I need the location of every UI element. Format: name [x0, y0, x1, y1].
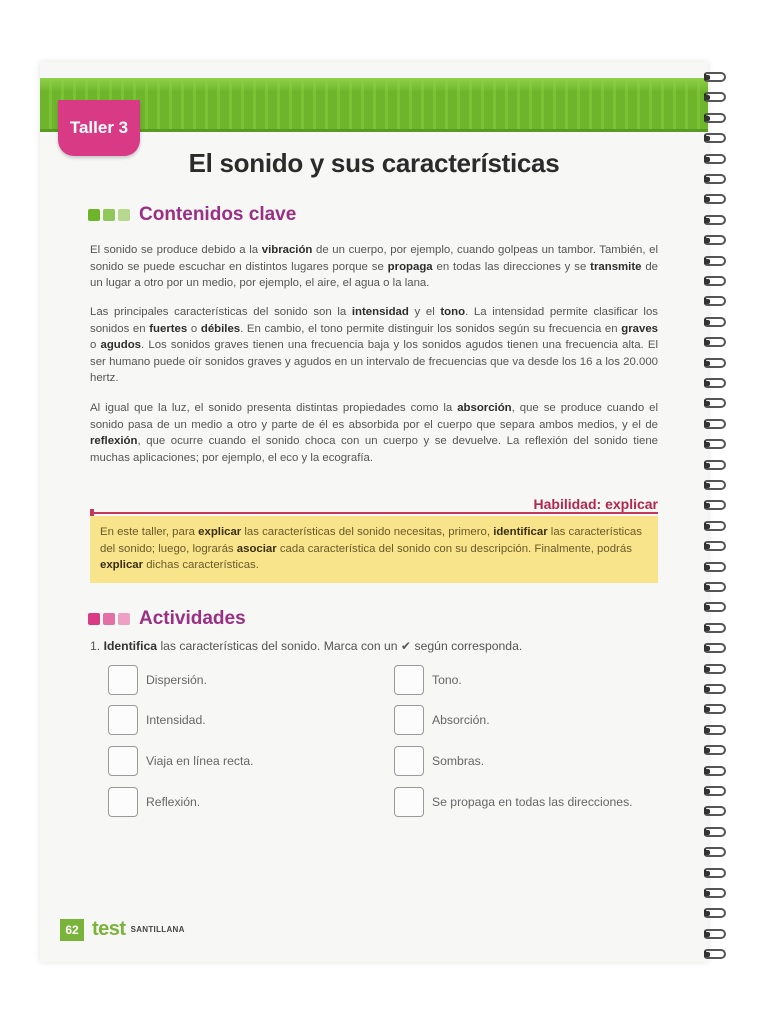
option-row[interactable] [394, 705, 490, 735]
actividades-heading [88, 608, 246, 630]
spiral-ring [704, 562, 726, 572]
spiral-ring [704, 337, 726, 347]
spiral-ring [704, 215, 726, 225]
header-banner [40, 78, 708, 132]
checkbox[interactable] [394, 665, 424, 695]
option-label: Sombras. [432, 754, 485, 768]
spiral-ring [704, 908, 726, 918]
lightpink-square-icon [103, 613, 115, 625]
spiral-ring [704, 929, 726, 939]
paragraph-3: Al igual que la luz, el sonido presenta distintas propiedades como la absorción, que se produce cuando el sonido pasa de un medio a otro y parte de él es absorbida por el cuerpo que separa ambos medios, y el de reflexión, que ocurre cuando el sonido choca con un cuerpo y se devuelve. La reflexión del sonido tiene muchas aplicaciones; por ejemplo, el eco y la ecografía. [90, 402, 659, 464]
spiral-ring [704, 113, 726, 123]
spiral-ring [704, 684, 726, 694]
spiral-ring [704, 725, 726, 735]
spiral-ring [704, 888, 726, 898]
spiral-ring [704, 72, 726, 82]
lightgreen-square-icon [103, 209, 115, 221]
contenidos-heading-label: Contenidos clave [139, 204, 297, 225]
option-row[interactable] [394, 665, 462, 695]
option-label: Tono. [432, 673, 462, 687]
paragraph-1: El sonido se produce debido a la vibración de un cuerpo, por ejemplo, cuando golpeas un tambor. También, el sonido se puede escuchar en distintos lugares porque se propaga en todas las direcciones y se transmite de un lugar a otro por un medio, por ejemplo, el aire, el agua o la lana. [90, 244, 658, 289]
spiral-ring [704, 398, 726, 408]
spiral-ring [704, 256, 726, 266]
checkbox[interactable] [394, 705, 424, 735]
skill-box [90, 516, 658, 583]
palegreen-square-icon [118, 209, 130, 221]
spiral-ring [704, 868, 726, 878]
brand-logo-name: SANTILLANA [130, 925, 185, 934]
spiral-ring [704, 480, 726, 490]
checkbox[interactable] [394, 746, 424, 776]
spiral-ring [704, 582, 726, 592]
option-label: Reflexión. [146, 795, 201, 809]
contenidos-heading [88, 204, 296, 226]
spiral-ring [704, 317, 726, 327]
paragraph-2: Las principales características del sonido son la intensidad y el tono. La intensidad permite clasificar los sonidos en fuertes o débiles. En cambio, el tono permite distinguir los sonidos según su frecuencia en graves o agudos. Los sonidos graves tienen una frecuencia baja y los sonidos agudos tienen una frecuencia alta. El ser humano puede oír sonidos graves y agudos en un intervalo de frecuencias que va desde los 16 a los 20.000 hertz. [90, 306, 659, 384]
spiral-ring [704, 235, 726, 245]
activity-instruction: 1. Identifica las características del sonido. Marca con un ✔ según corresponda. [90, 639, 523, 653]
page-title: El sonido y sus características [188, 148, 560, 178]
option-row[interactable] [108, 746, 254, 776]
spiral-ring [704, 786, 726, 796]
pink-square-icon [88, 613, 100, 625]
spiral-ring [704, 806, 726, 816]
page-footer [60, 918, 185, 941]
option-label: Absorción. [432, 713, 490, 727]
spiral-ring [704, 92, 726, 102]
spiral-ring [704, 439, 726, 449]
page-number: 62 [60, 919, 84, 941]
palepink-square-icon [118, 613, 130, 625]
checkbox[interactable] [108, 665, 138, 695]
option-row[interactable] [108, 787, 200, 817]
spiral-ring [704, 766, 726, 776]
green-square-icon [88, 209, 100, 221]
spiral-ring [704, 276, 726, 286]
brand-logo-test: test [92, 918, 126, 940]
spiral-ring [704, 521, 726, 531]
spiral-ring [704, 174, 726, 184]
spiral-ring [704, 378, 726, 388]
option-row[interactable] [394, 787, 633, 817]
spiral-ring [704, 133, 726, 143]
spiral-ring [704, 296, 726, 306]
checkbox[interactable] [108, 705, 138, 735]
spiral-ring [704, 602, 726, 612]
option-row[interactable] [394, 746, 484, 776]
spiral-ring [704, 623, 726, 633]
spiral-ring [704, 827, 726, 837]
spiral-ring [704, 194, 726, 204]
spiral-ring [704, 541, 726, 551]
spiral-ring [704, 460, 726, 470]
option-row[interactable] [108, 665, 207, 695]
option-label: Se propaga en todas las direcciones. [432, 795, 633, 809]
spiral-ring [704, 500, 726, 510]
spiral-ring [704, 643, 726, 653]
checkbox[interactable] [108, 746, 138, 776]
workbook-page [40, 62, 708, 962]
option-label: Intensidad. [146, 713, 206, 727]
spiral-binding [704, 72, 732, 962]
taller-label: Taller 3 [69, 118, 129, 137]
spiral-ring [704, 664, 726, 674]
checkbox[interactable] [394, 787, 424, 817]
spiral-ring [704, 949, 726, 959]
option-label: Viaja en línea recta. [146, 754, 254, 768]
spiral-ring [704, 154, 726, 164]
spiral-ring [704, 704, 726, 714]
actividades-heading-label: Actividades [139, 608, 246, 629]
option-row[interactable] [108, 705, 206, 735]
skill-label: Habilidad: explicar [533, 496, 658, 512]
checkbox[interactable] [108, 787, 138, 817]
spiral-ring [704, 419, 726, 429]
spiral-ring [704, 745, 726, 755]
spiral-ring [704, 358, 726, 368]
option-label: Dispersión. [146, 673, 207, 687]
spiral-ring [704, 847, 726, 857]
skill-text: En este taller, para explicar las características del sonido necesitas, primero, identificar las características del sonido; luego, lograrás asociar cada característica del sonido con su descripción. Finalmente, podrás explicar dichas características. [100, 526, 642, 571]
skill-divider [90, 512, 658, 514]
